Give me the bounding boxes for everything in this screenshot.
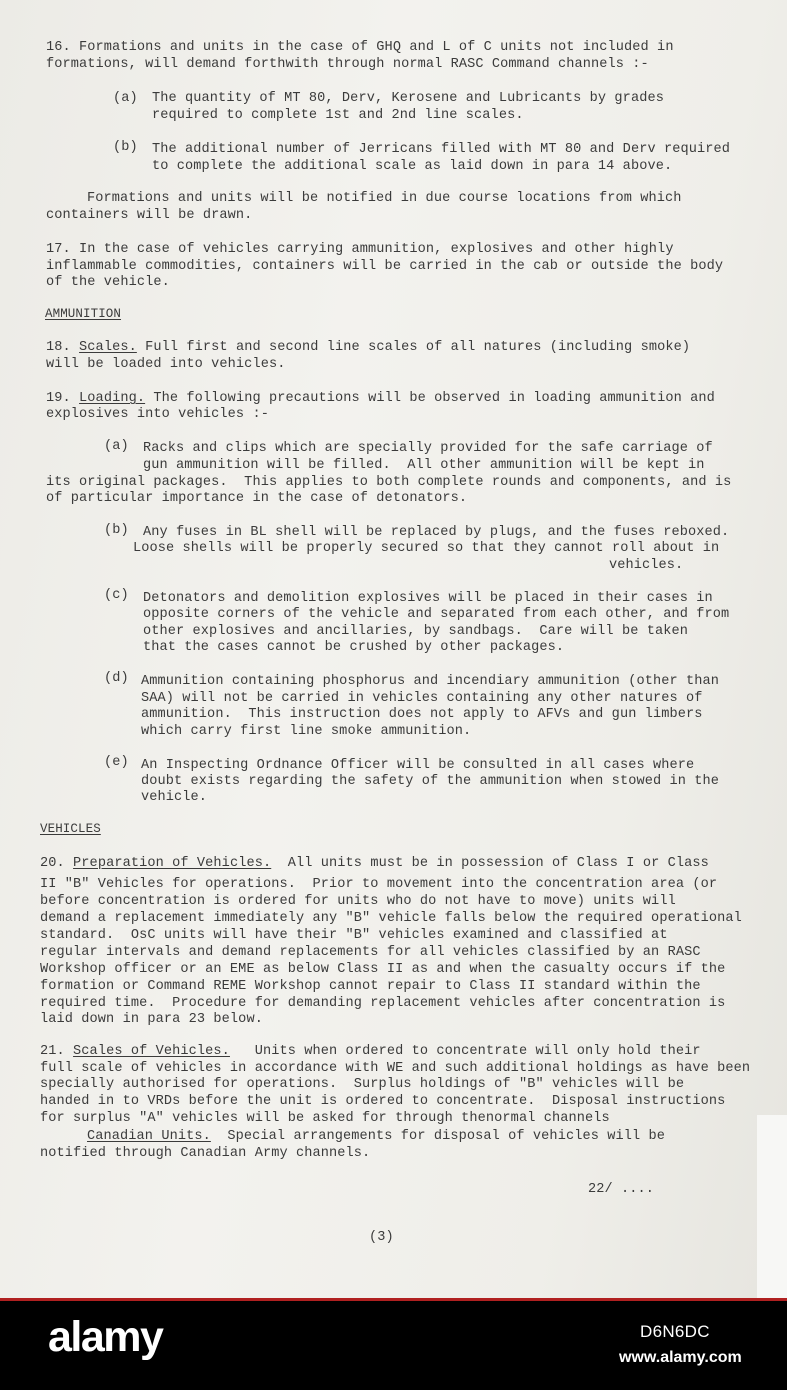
para19-a-line1: Racks and clips which are specially provided for the safe carriage of <box>143 441 713 456</box>
para18-line1-text: Full first and second line scales of all natures (including smoke) <box>136 340 691 355</box>
para19-line2: explosives into vehicles :- <box>46 407 269 422</box>
para16-note-line2: containers will be drawn. <box>46 208 253 223</box>
para19-c-label: (c) <box>104 588 129 603</box>
para17-line2: inflammable commodities, containers will be carried in the cab or outside the body <box>46 259 724 274</box>
para16-line2: formations, will demand forthwith through normal RASC Command channels :- <box>46 57 649 72</box>
canadian-units-title: Canadian Units. <box>87 1129 211 1144</box>
para19-c-line2: opposite corners of the vehicle and separated from each other, and from <box>143 607 730 622</box>
para20-line4: demand a replacement immediately any "B" vehicle falls below the required operational <box>40 911 742 926</box>
para21-title: Scales of Vehicles. <box>73 1044 230 1059</box>
para19-d-line4: which carry first line smoke ammunition. <box>141 724 472 739</box>
image-id: D6N6DC <box>640 1322 710 1341</box>
ammunition-heading: AMMUNITION <box>45 307 122 321</box>
para20-line6: regular intervals and demand replacements for all vehicles classified by an RASC <box>40 945 701 960</box>
para19-e-line1: An Inspecting Ordnance Officer will be consulted in all cases where <box>141 758 695 773</box>
page-number: (3) <box>369 1230 394 1245</box>
canadian-units-line1 <box>87 1129 665 1145</box>
site-link[interactable]: www.alamy.com <box>619 1349 742 1366</box>
para19-e-line2: doubt exists regarding the safety of the ammunition when stowed in the <box>141 774 720 789</box>
alamy-logo[interactable]: alamy <box>48 1313 163 1361</box>
para19-d-line2: SAA) will not be carried in vehicles containing any other natures of <box>141 691 703 706</box>
edge-shadow <box>757 1115 787 1300</box>
para16-b-line1: The additional number of Jerricans filled with MT 80 and Derv required <box>152 142 731 157</box>
para21-line2: full scale of vehicles in accordance with WE and such additional holdings as have been <box>40 1061 751 1076</box>
para19-line1-text: The following precautions will be observed in loading ammunition and <box>145 391 715 406</box>
para16-a-line1: The quantity of MT 80, Derv, Kerosene and Lubricants by grades <box>152 91 664 106</box>
para20-number: 20. <box>40 856 65 871</box>
para19-a-line3: its original packages. This applies to both complete rounds and components, and is <box>46 475 732 490</box>
para16-line1: 16. Formations and units in the case of GHQ and L of C units not included in <box>46 40 674 55</box>
para19-b-label: (b) <box>104 523 129 538</box>
continuation-marker: 22/ .... <box>588 1182 655 1197</box>
para19-a-label: (a) <box>104 439 129 454</box>
para21-line1 <box>40 1044 701 1060</box>
para20-line1 <box>40 856 709 872</box>
para20-line5: standard. OsC units will have their "B" vehicles examined and classified at <box>40 928 668 943</box>
para19-d-line3: ammunition. This instruction does not apply to AFVs and gun limbers <box>141 707 703 722</box>
para20-line9: required time. Procedure for demanding replacement vehicles after concentration is <box>40 996 726 1011</box>
vehicles-heading: VEHICLES <box>40 822 101 836</box>
para17-line1: 17. In the case of vehicles carrying ammunition, explosives and other highly <box>46 242 674 257</box>
para21-line4: handed in to VRDs before the unit is ordered to concentrate. Disposal instructions <box>40 1094 726 1109</box>
para17-line3: of the vehicle. <box>46 275 170 290</box>
para19-c-line3: other explosives and ancillaries, by sandbags. Care will be taken <box>143 624 688 639</box>
para19-number: 19. <box>46 391 71 406</box>
para16-note-line1: Formations and units will be notified in due course locations from which <box>87 191 682 206</box>
para18-number: 18. <box>46 340 71 355</box>
para18-line2: will be loaded into vehicles. <box>46 357 286 372</box>
para19-b-line1: Any fuses in BL shell will be replaced by plugs, and the fuses reboxed. <box>143 525 730 540</box>
para16-b-line2: to complete the additional scale as laid down in para 14 above. <box>152 159 673 174</box>
canadian-units-text: Special arrangements for disposal of vehicles will be <box>210 1129 666 1144</box>
para19-c-line4: that the cases cannot be crushed by other packages. <box>143 640 565 655</box>
para21-line3: specially authorised for operations. Surplus holdings of "B" vehicles will be <box>40 1077 685 1092</box>
para19-d-line1: Ammunition containing phosphorus and incendiary ammunition (other than <box>141 674 720 689</box>
para19-e-label: (e) <box>104 755 129 770</box>
para19-line1 <box>46 391 715 407</box>
para20-line8: formation or Command REME Workshop cannot repair to Class II standard within the <box>40 979 701 994</box>
para21-number: 21. <box>40 1044 65 1059</box>
para20-line10: laid down in para 23 below. <box>40 1012 263 1027</box>
para19-title: Loading. <box>79 391 146 406</box>
para19-a-line4: of particular importance in the case of detonators. <box>46 491 468 506</box>
para20-title: Preparation of Vehicles. <box>73 856 272 871</box>
para19-a-line2: gun ammunition will be filled. All other ammunition will be kept in <box>143 458 705 473</box>
para16-b-label: (b) <box>113 140 138 155</box>
para18-title: Scales. <box>79 340 137 355</box>
canadian-units-line2: notified through Canadian Army channels. <box>40 1146 371 1161</box>
para16-a-label: (a) <box>113 91 138 106</box>
para20-line1-text: All units must be in possession of Class I or Class <box>271 856 709 871</box>
para19-b-line3: vehicles. <box>609 558 684 573</box>
para20-line2: II "B" Vehicles for operations. Prior to movement into the concentration area (or <box>40 877 718 892</box>
para19-b-line2: Loose shells will be properly secured so that they cannot roll about in <box>133 541 720 556</box>
para19-e-line3: vehicle. <box>141 790 208 805</box>
para19-d-label: (d) <box>104 671 129 686</box>
para19-c-line1: Detonators and demolition explosives will be placed in their cases in <box>143 591 713 606</box>
para20-line3: before concentration is ordered for units who do not have to move) units will <box>40 894 676 909</box>
para21-line5: for surplus "A" vehicles will be asked for through thenormal channels <box>40 1111 610 1126</box>
para21-line1-text: Units when ordered to concentrate will only hold their <box>229 1044 701 1059</box>
para20-line7: Workshop officer or an EME as below Class II as and when the casualty occurs if the <box>40 962 726 977</box>
para18-line1 <box>46 340 690 356</box>
para16-a-line2: required to complete 1st and 2nd line scales. <box>152 108 524 123</box>
